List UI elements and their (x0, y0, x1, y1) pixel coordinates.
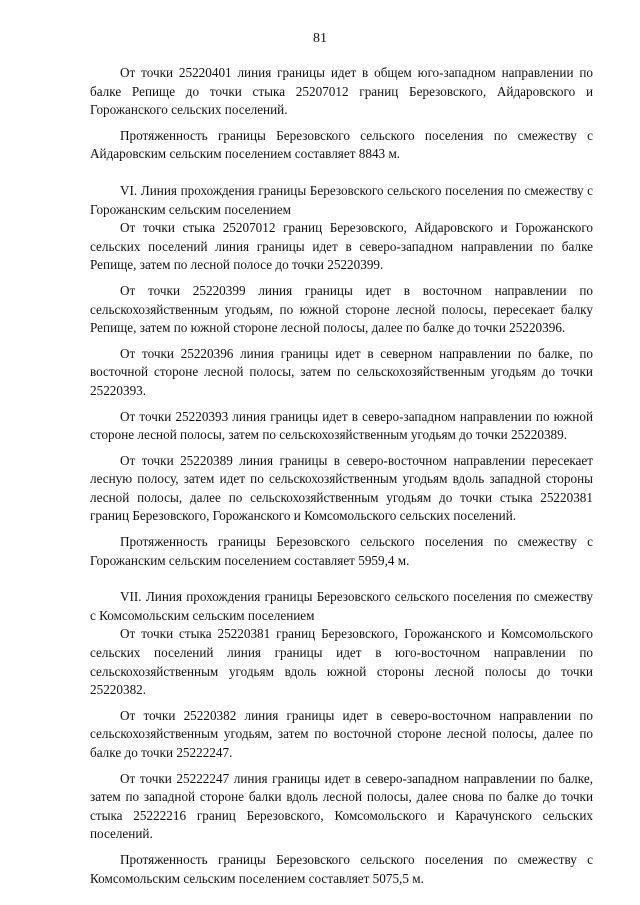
paragraph: От точки 25220393 линия границы идет в северо-западном направлении по южной стороне лесной полосы, затем по сельскохозяйственным угодьям до точки 25220389. (90, 408, 593, 443)
paragraph: От точки стыка 25220381 границ Березовского, Горожанского и Комсомольского сельских поселений линия границы идет в юго-восточном направлении по сельскохозяйственным угодьям вдоль южной стороны лесной полосы до точки 25220382. (90, 626, 593, 698)
paragraph: От точки 25220396 линия границы идет в северном направлении по балке, по восточной стороне лесной полосы, затем по сельскохозяйственным угодьям до точки 25220393. (90, 345, 593, 398)
paragraph: От точки стыка 25207012 границ Березовского, Айдаровского и Горожанского сельских поселений линия границы идет в северо-западном направлении по балке Репище, затем по лесной полосе до точки 25220399. (90, 220, 593, 273)
paragraph: От точки 25222247 линия границы идет в северо-западном направлении по балке, затем по западной стороне балки вдоль лесной полосы, далее снова по балке до точки стыка 25222216 границ Березовского, Комсомольского и Карачунского сельских поселений. (90, 770, 593, 842)
paragraph: От точки 25220389 линия границы в северо-восточном направлении пересекает лесную полосу, затем идет по сельскохозяйственным угодьям вдоль западной стороны лесной полосы, далее по сельскохозяйственным угодьям до точки стыка 25220381 границ Березовского, Горожанского и Комсомольского сельских поселений. (90, 452, 593, 524)
paragraph: От точки 25220401 линия границы идет в общем юго-западном направлении по балке Репище до точки стыка 25207012 границ Березовского, Айдаровского и Горожанского сельских поселений. (90, 65, 593, 118)
document-body (90, 64, 593, 888)
paragraph: От точки 25220382 линия границы идет в северо-восточном направлении по сельскохозяйственным угодьям, затем по восточной стороне лесной полосы, далее по балке до точки 25222247. (90, 707, 593, 760)
paragraph-total-length: Протяженность границы Березовского сельского поселения по смежеству с Айдаровским сельским поселением составляет 8843 м. (90, 127, 593, 162)
page-number: 81 (313, 31, 327, 46)
paragraph: От точки 25220399 линия границы идет в восточном направлении по сельскохозяйственным угодьям, по южной стороне лесной полосы, пересекает балку Репище, затем по южной стороне лесной полосы, далее по балке до точки 25220396. (90, 282, 593, 336)
paragraph-total-length: Протяженность границы Березовского сельского поселения по смежеству с Комсомольским сельским поселением составляет 5075,5 м. (90, 851, 593, 886)
paragraph-total-length: Протяженность границы Березовского сельского поселения по смежеству с Горожанским сельским поселением составляет 5959,4 м. (90, 534, 593, 568)
section-heading-vi: VI. Линия прохождения границы Березовского сельского поселения по смежеству с Горожанским сельским поселением (90, 182, 593, 217)
section-heading-vii: VII. Линия прохождения границы Березовского сельского поселения по смежеству с Комсомольским сельским поселением (90, 589, 593, 623)
